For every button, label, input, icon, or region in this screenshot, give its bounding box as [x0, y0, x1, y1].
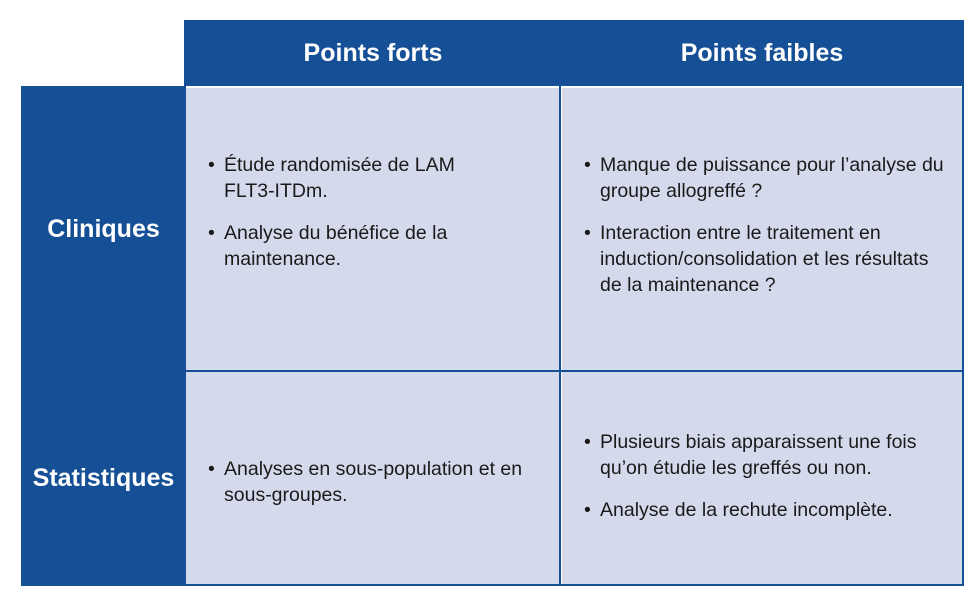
bullet-list: [584, 152, 951, 314]
cell-clinical-strengths: [186, 88, 560, 370]
list-item: • Analyse de la rechute incomplète.: [584, 497, 940, 523]
row-header-statistical: [21, 370, 186, 586]
row-header-statistical-label: Statistiques: [32, 463, 175, 492]
list-item: • Manque de puissance pour l’analyse du groupe allogreffé ?: [584, 152, 952, 204]
column-header-weaknesses-label: Points faibles: [680, 38, 844, 67]
cell-statistical-weaknesses: [562, 372, 963, 586]
list-item: • Plusieurs biais apparaissent une fois qu’on étudie les greffés ou non.: [584, 429, 940, 481]
column-header-strengths-label: Points forts: [303, 38, 443, 67]
list-item: • Analyse du bénéfice de la maintenance.: [208, 220, 449, 272]
list-item: • Étude randomisée de LAM FLT3-ITDm.: [208, 152, 474, 204]
list-item: • Analyses en sous-population et en sous-groupes.: [208, 456, 544, 508]
row-header-clinical: [21, 86, 186, 372]
bullet-list: [584, 429, 951, 539]
grid-divider-horizontal: [186, 370, 964, 372]
bullet-list: [208, 152, 548, 288]
cell-clinical-weaknesses: [562, 88, 963, 370]
grid-border-bottom: [21, 584, 964, 586]
grid-divider-vertical: [559, 20, 561, 586]
bullet-list: [208, 456, 548, 524]
grid-border-right: [962, 20, 964, 586]
row-header-clinical-label: Cliniques: [47, 214, 160, 243]
list-item: • Interaction entre le traitement en induction/consolidation et les résultats de la maintenance ?: [584, 220, 940, 298]
column-header-strengths: [184, 20, 562, 86]
cell-statistical-strengths: [186, 372, 560, 586]
column-header-weaknesses: [560, 20, 964, 86]
